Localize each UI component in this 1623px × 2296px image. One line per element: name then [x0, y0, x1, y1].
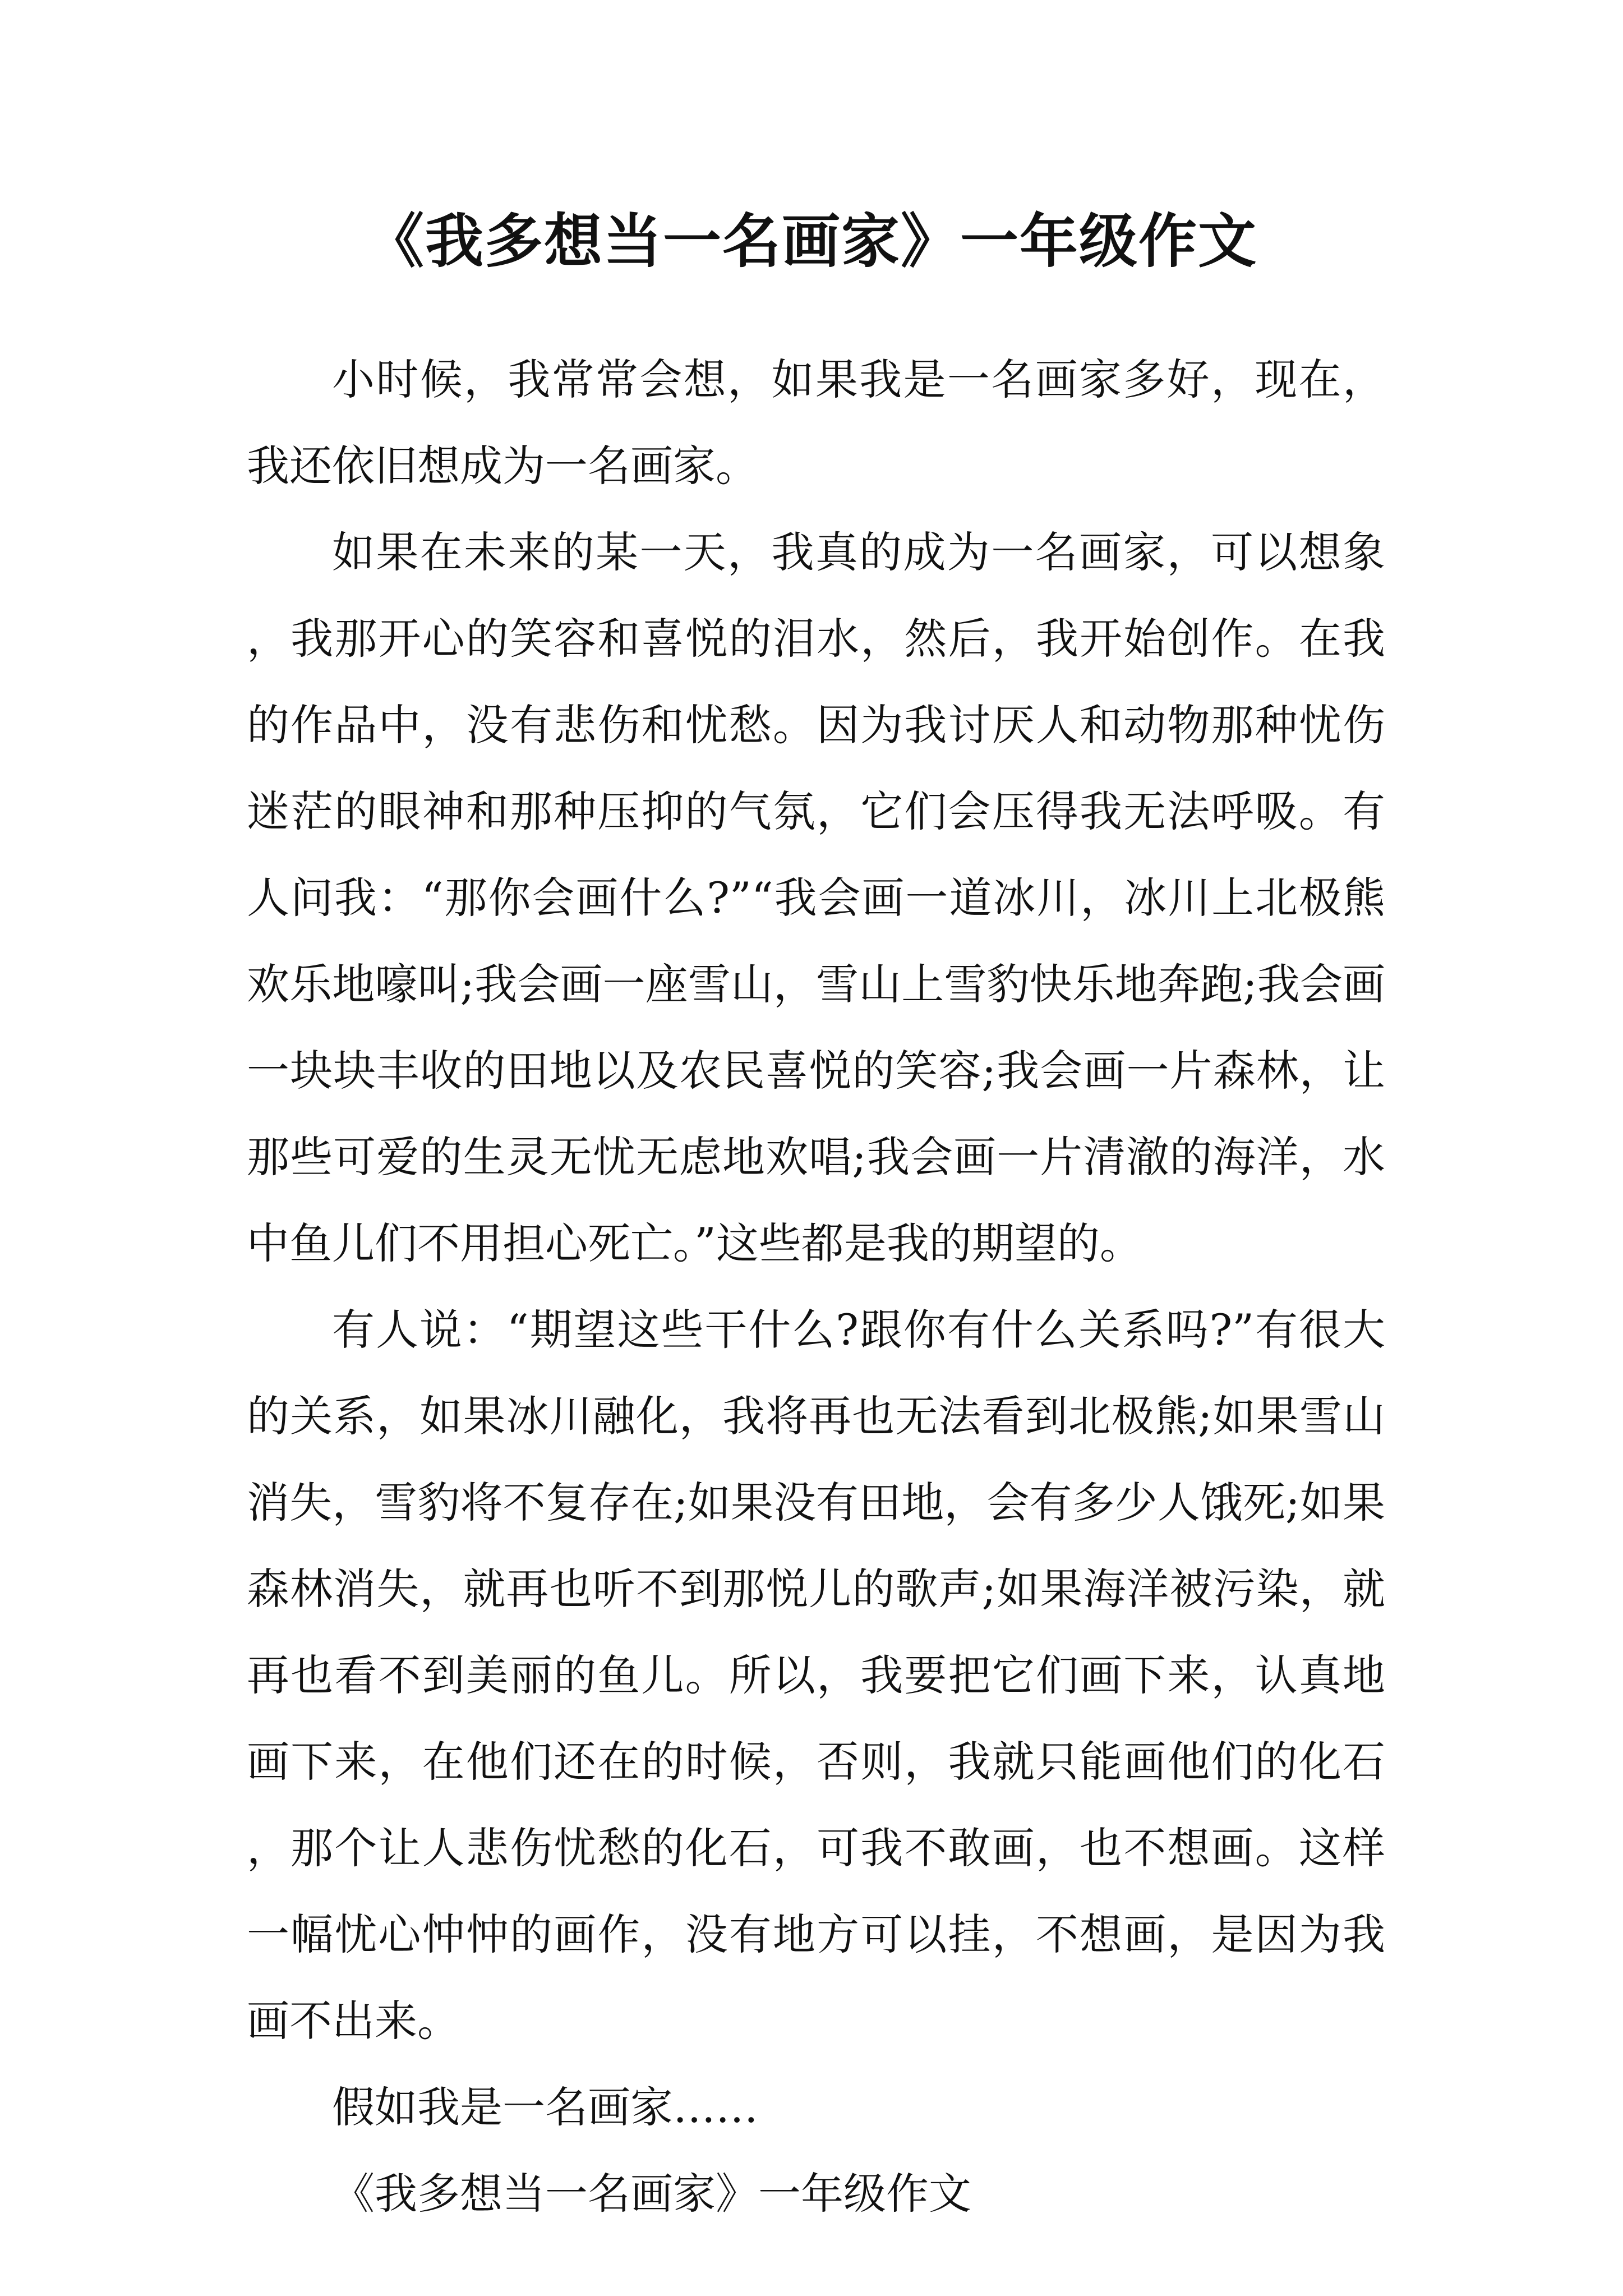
essay-body [247, 337, 1385, 2237]
paragraph-3: 有人说：“期望这些干什么?跟你有什么关系吗?”有很大的关系，如果冰川融化，我将再也无法看到北极熊;如果雪山消失，雪豹将不复存在;如果没有田地，会有多少人饿死;如果森林消失，就再也听不到那悦儿的歌声;如果海洋被污染，就再也看不到美丽的鱼儿。所以，我要把它们画下来，认真地画下来，在他们还在的时候，否则，我就只能画他们的化石，那个让人悲伤忧愁的化石，可我不敢画，也不想画。这样一幅忧心忡忡的画作，没有地方可以挂，不想画，是因为我画不出来。 [247, 1305, 1385, 2046]
document-title: 《我多想当一名画家》一年级作文 [365, 206, 1257, 275]
paragraph-4: 假如我是一名画家…… [332, 2082, 758, 2132]
paragraph-2: 如果在未来的某一天，我真的成为一名画家，可以想象，我那开心的笑容和喜悦的泪水，然后，我开始创作。在我的作品中，没有悲伤和忧愁。因为我讨厌人和动物那种忧伤迷茫的眼神和那种压抑的气氛，它们会压得我无法呼吸。有人问我：“那你会画什么?”“我会画一道冰川，冰川上北极熊欢乐地嚎叫;我会画一座雪山，雪山上雪豹快乐地奔跑;我会画一块块丰收的田地以及农民喜悦的笑容;我会画一片森林，让那些可爱的生灵无忧无虑地欢唱;我会画一片清澈的海洋，水中鱼儿们不用担心死亡。”这些都是我的期望的。 [247, 527, 1385, 1268]
paragraph-1: 小时候，我常常会想，如果我是一名画家多好，现在，我还依旧想成为一名画家。 [247, 355, 1385, 491]
paragraph-5: 《我多想当一名画家》一年级作文 [332, 2169, 971, 2219]
